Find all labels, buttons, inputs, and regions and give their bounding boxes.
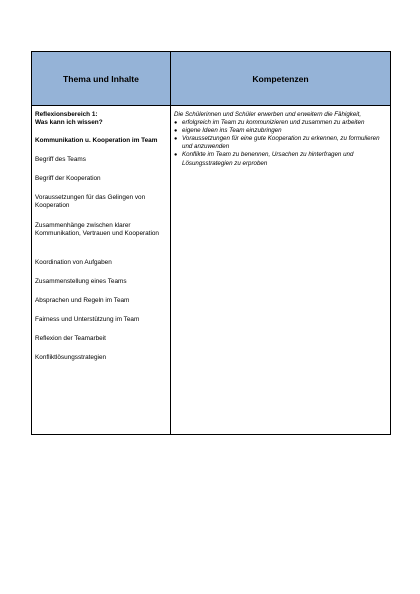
topic-item: Konfliktlösungsstrategien (35, 354, 107, 361)
table-header-row (32, 52, 390, 106)
topic-item: Zusammenhänge zwischen klarer Kommunikation, Vertrauen und Kooperation (35, 222, 159, 238)
competency-text: Voraussetzungen für eine gute Kooperation zu erkennen, zu formulieren und anzuwenden (182, 135, 380, 151)
section-subheading: Kommunikation u. Kooperation im Team (35, 137, 158, 144)
list-item (174, 151, 388, 167)
competencies-list (174, 119, 388, 168)
list-item (174, 135, 388, 151)
competency-text: erfolgreich im Team zu kommunizieren und zusammen zu arbeiten (182, 119, 365, 127)
topic-item: Koordination von Aufgaben (35, 259, 112, 266)
list-item (174, 127, 388, 135)
section-heading-line2: Was kann ich wissen? (35, 119, 103, 126)
header-topics: Thema und Inhalte (63, 73, 139, 84)
competency-text: Konflikte im Team zu benennen, Ursachen zu hinterfragen und Lösungsstrategien zu erproben (182, 151, 354, 167)
competencies-column (174, 111, 388, 168)
topic-item: Begriff des Teams (35, 156, 86, 163)
topic-item: Fairness und Unterstützung im Team (35, 316, 140, 323)
bullet-icon: ● (174, 128, 178, 135)
curriculum-table (31, 51, 391, 435)
topic-item: Reflexion der Teamarbeit (35, 335, 106, 342)
topic-item: Voraussetzungen für das Gelingen von Kooperation (35, 194, 146, 210)
topic-item: Zusammenstellung eines Teams (35, 278, 127, 285)
bullet-icon: ● (174, 120, 178, 127)
column-divider (170, 52, 171, 434)
topic-item: Absprachen und Regeln im Team (35, 297, 130, 304)
competencies-intro: Die Schülerinnen und Schüler erwerben und erweitern die Fähigkeit, (174, 111, 362, 118)
competency-text: eigene Ideen ins Team einzubringen (182, 127, 282, 135)
list-item (174, 119, 388, 127)
bullet-icon: ● (174, 152, 178, 159)
topic-item: Begriff der Kooperation (35, 175, 101, 182)
bullet-icon: ● (174, 136, 178, 143)
section-heading-line1: Reflexionsbereich 1: (35, 111, 98, 118)
header-competencies: Kompetenzen (252, 73, 309, 84)
